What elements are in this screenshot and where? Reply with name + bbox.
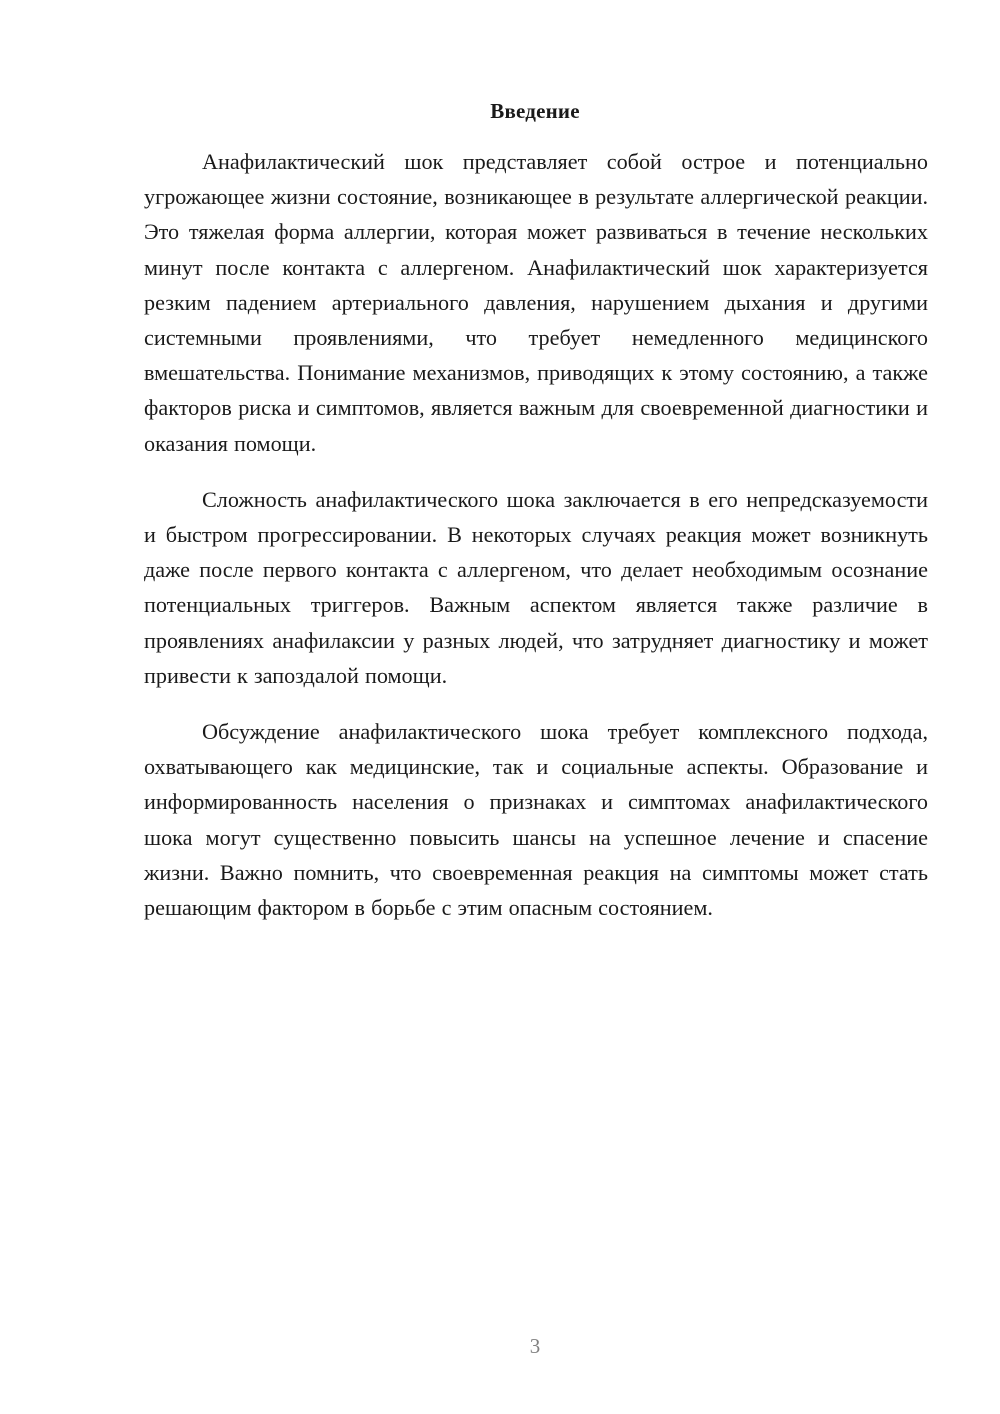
paragraph-3: Обсуждение анафилактического шока требует комплексного подхода, охватывающего как медицинские, так и социальные аспекты. Образование и информированность населения о признаках и симптомах анафилактического шока могут существенно повысить шансы на успешное лечение и спасение жизни. Важно помнить, что своевременная реакция на симптомы может стать решающим фактором в борьбе с этим опасным состоянием. (144, 719, 928, 921)
section-heading: Введение (490, 99, 580, 123)
document-body (144, 144, 928, 946)
paragraph-2: Сложность анафилактического шока заключается в его непредсказуемости и быстром прогрессировании. В некоторых случаях реакция может возникнуть даже после первого контакта с аллергеном, что делает необходимым осознание потенциальных триггеров. Важным аспектом является также различие в проявлениях анафилаксии у разных людей, что затрудняет диагностику и может привести к запоздалой помощи. (144, 486, 928, 688)
paragraph-1: Анафилактический шок представляет собой острое и потенциально угрожающее жизни состояние, возникающее в результате аллергической реакции. Это тяжелая форма аллергии, которая может развиваться в течение нескольких минут после контакта с аллергеном. Анафилактический шок характеризуется резким падением артериального давления, нарушением дыхания и другими системными проявлениями, что требует немедленного медицинского вмешательства. Понимание механизмов, приводящих к этому состоянию, а также факторов риска и симптомов, является важным для своевременной диагностики и оказания помощи. (144, 149, 928, 456)
page-number: 3 (529, 1334, 541, 1358)
